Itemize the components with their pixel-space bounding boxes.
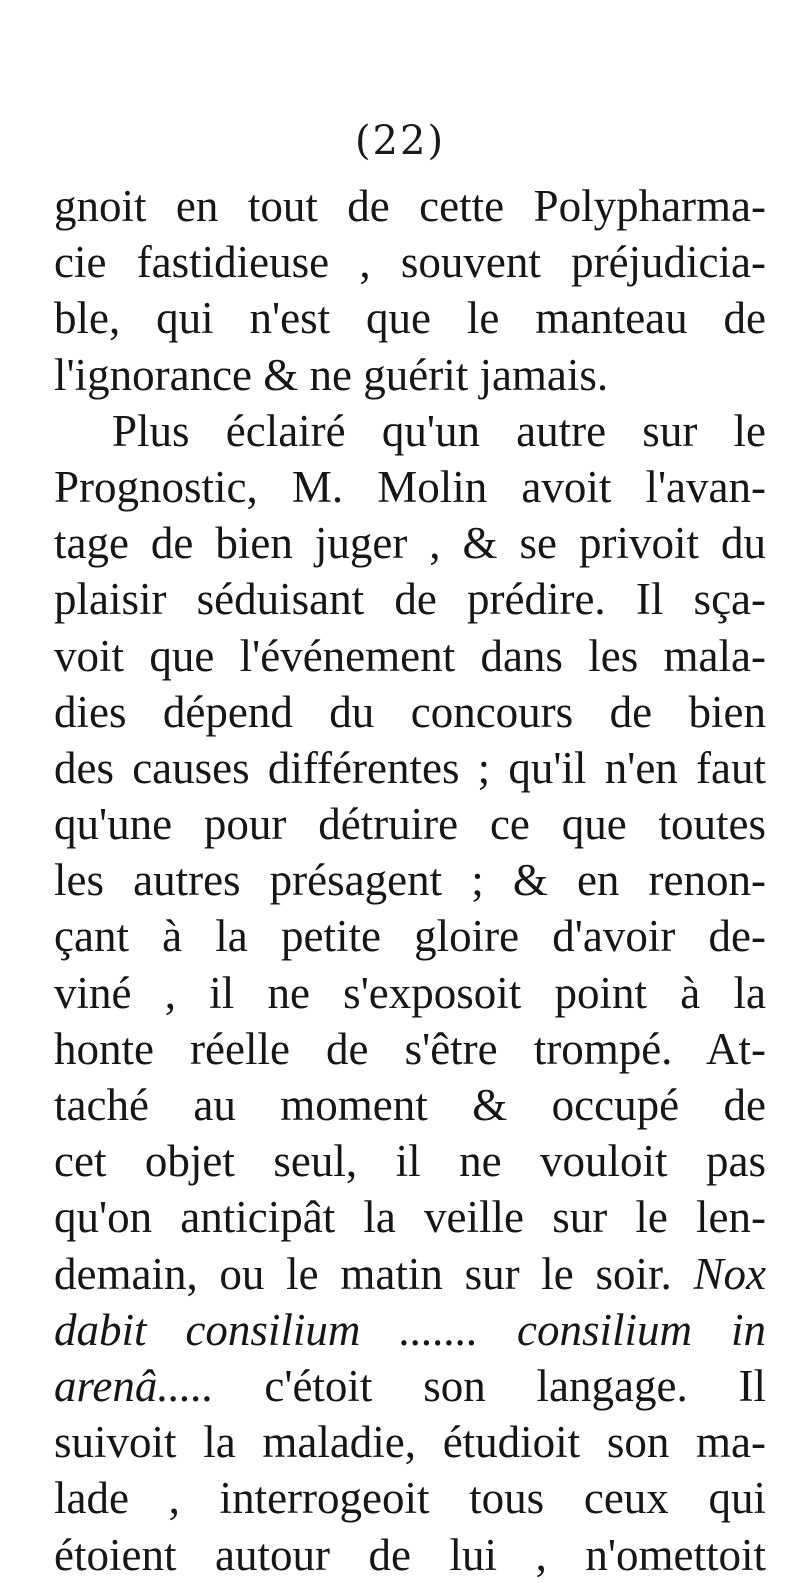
text-line <box>54 515 766 571</box>
text-run: l'ignorance & ne guérit jamais. <box>54 349 609 400</box>
text-run: les autres présagent ; & en renon- <box>54 855 766 906</box>
text-line <box>54 290 766 346</box>
text-run: lade , interrogeoit tous ceux qui <box>54 1473 766 1524</box>
text-line <box>54 1077 766 1133</box>
text-run: honte réelle de s'être trompé. At- <box>54 1023 766 1074</box>
text-line <box>54 571 766 627</box>
text-run: cet objet seul, il ne vouloit pas <box>54 1136 766 1187</box>
text-line <box>54 628 766 684</box>
latin-italic-run: arenâ..... <box>54 1360 214 1411</box>
text-run: viné , il ne s'exposoit point à la <box>54 967 766 1018</box>
body-text <box>54 178 766 1583</box>
latin-italic-run: Nox <box>693 1248 766 1299</box>
text-run: suivoit la maladie, étudioit son ma- <box>54 1417 766 1468</box>
text-run: qu'on anticipât la veille sur le len- <box>54 1192 766 1243</box>
text-line <box>54 796 766 852</box>
text-line <box>54 1021 766 1077</box>
page-number: (22) <box>354 118 446 164</box>
text-run: plaisir séduisant de prédire. Il sça- <box>54 574 766 625</box>
text-run: ble, qui n'est que le manteau de <box>54 293 766 344</box>
text-run: demain, ou le matin sur le soir. <box>54 1248 694 1299</box>
text-line <box>54 1302 766 1358</box>
text-run: tage de bien juger , & se privoit du <box>54 518 766 569</box>
text-run: Prognostic, M. Molin avoit l'avan- <box>54 461 766 512</box>
text-line <box>54 740 766 796</box>
text-run: çant à la petite gloire d'avoir de- <box>54 911 766 962</box>
text-run: des causes différentes ; qu'il n'en faut <box>54 742 766 793</box>
text-run: dies dépend du concours de bien <box>54 686 766 737</box>
text-line <box>54 234 766 290</box>
text-run: taché au moment & occupé de <box>54 1080 766 1130</box>
text-line <box>54 908 766 964</box>
text-run: cie fastidieuse , souvent préjudicia- <box>54 237 766 288</box>
text-line <box>54 1246 766 1302</box>
text-line <box>54 965 766 1021</box>
text-line <box>54 459 766 515</box>
text-line <box>54 1414 766 1470</box>
text-run: étoient autour de lui , n'omettoit <box>54 1529 766 1580</box>
text-line <box>54 347 766 403</box>
text-line <box>54 684 766 740</box>
text-line <box>54 178 766 234</box>
text-line <box>54 1470 766 1526</box>
text-line <box>54 1527 766 1583</box>
text-line <box>54 1189 766 1245</box>
text-line <box>54 1358 766 1414</box>
text-line <box>54 852 766 908</box>
text-line <box>54 1133 766 1189</box>
latin-italic-run: dabit consilium ....... consilium in <box>54 1304 766 1355</box>
text-run: gnoit en tout de cette Polypharma- <box>54 181 766 231</box>
paragraph-first-line <box>54 403 766 459</box>
text-run: voit que l'événement dans les mala- <box>54 630 766 681</box>
text-run: Plus éclairé qu'un autre sur le <box>112 405 766 456</box>
text-run: c'étoit son langage. Il <box>213 1360 766 1411</box>
text-run: qu'une pour détruire ce que toutes <box>54 799 766 850</box>
